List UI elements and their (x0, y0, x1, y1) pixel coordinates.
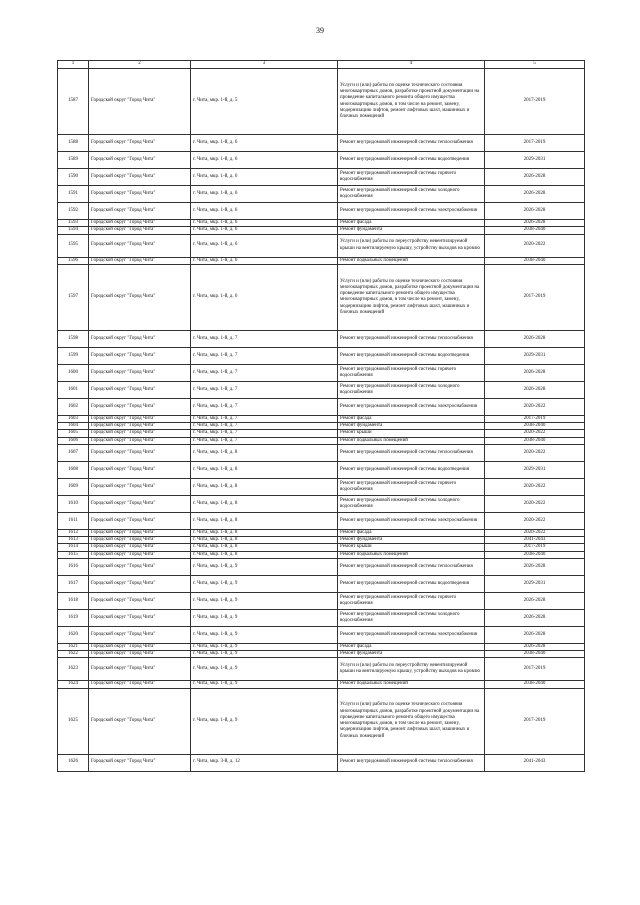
address-cell: г. Чита, мкр. 1-й, д. 6 (191, 227, 338, 234)
work-type-cell: Ремонт фундамента (338, 537, 485, 544)
table-row (58, 264, 585, 330)
address-cell: г. Чита, мкр. 1-й, д. 6 (191, 169, 338, 186)
work-type-cell: Ремонт внутридомовой инженерной системы горячего водоснабжения (338, 478, 485, 495)
work-type-cell: Ремонт внутридомовой инженерной системы холодного водоснабжения (338, 609, 485, 626)
table-row (58, 220, 585, 227)
work-type-cell: Ремонт подвальных помещений (338, 551, 485, 558)
address-cell: г. Чита, мкр. 1-й, д. 8 (191, 461, 338, 478)
address-cell: г. Чита, мкр. 1-й, д. 6 (191, 203, 338, 220)
period-cell: 2020-2022 (485, 512, 585, 529)
work-type-cell: Ремонт фасада (338, 415, 485, 422)
work-type-cell: Ремонт фундамента (338, 423, 485, 430)
period-cell: 2017-2019 (485, 135, 585, 152)
period-cell: 2017-2019 (485, 69, 585, 135)
period-cell: 2017-2019 (485, 658, 585, 681)
table-row (58, 558, 585, 575)
address-cell: г. Чита, мкр. 1-й, д. 7 (191, 437, 338, 444)
work-type-cell: Услуги и (или) работы по оценке технического состояния многоквартирных домов, разработке проектной документации на проведение капитального ремонта общего имущества многоквартирных домов, в том числе на ремонт, замену, модернизацию лифтов, ремонт лифтовых шахт, машинных и блочных помещений (338, 69, 485, 135)
table-row (58, 423, 585, 430)
municipality-cell: Городской округ "Город Чита" (89, 626, 191, 643)
table-row (58, 227, 585, 234)
work-type-cell: Ремонт внутридомовой инженерной системы электроснабжения (338, 512, 485, 529)
address-cell: г. Чита, мкр. 1-й, д. 9 (191, 658, 338, 681)
row-number: 1589 (58, 152, 89, 169)
header-col-5: 5 (485, 61, 585, 69)
municipality-cell: Городской округ "Город Чита" (89, 592, 191, 609)
table-row (58, 658, 585, 681)
municipality-cell: Городской округ "Город Чита" (89, 227, 191, 234)
period-cell: 2026-2028 (485, 220, 585, 227)
municipality-cell: Городской округ "Город Чита" (89, 681, 191, 688)
table-row (58, 609, 585, 626)
period-cell: 2020-2022 (485, 478, 585, 495)
row-number: 1597 (58, 264, 89, 330)
work-type-cell: Услуги и (или) работы по оценке технического состояния многоквартирных домов, разработке проектной документации на проведение капитального ремонта общего имущества многоквартирных домов, в том числе на ремонт, замену, модернизацию лифтов, ремонт лифтовых шахт, машинных и блочных помещений (338, 688, 485, 754)
row-number: 1611 (58, 512, 89, 529)
work-type-cell: Услуги и (или) работы по оценке технического состояния многоквартирных домов, разработке проектной документации на проведение капитального ремонта общего имущества многоквартирных домов, в том числе на ремонт, замену, модернизацию лифтов, ремонт лифтовых шахт, машинных и блочных помещений (338, 264, 485, 330)
row-number: 1590 (58, 169, 89, 186)
period-cell: 2038-2040 (485, 651, 585, 658)
address-cell: г. Чита, мкр. 1-й, д. 8 (191, 544, 338, 551)
address-cell: г. Чита, мкр. 1-й, д. 6 (191, 257, 338, 264)
period-cell: 2026-2028 (485, 330, 585, 347)
row-number: 1610 (58, 495, 89, 512)
work-type-cell: Ремонт подвальных помещений (338, 681, 485, 688)
row-number: 1626 (58, 754, 89, 771)
table-row (58, 592, 585, 609)
address-cell: г. Чита, мкр. 1-й, д. 6 (191, 186, 338, 203)
work-type-cell: Ремонт внутридомовой инженерной системы теплоснабжения (338, 558, 485, 575)
header-col-3: 3 (191, 61, 338, 69)
municipality-cell: Городской округ "Город Чита" (89, 152, 191, 169)
address-cell: г. Чита, мкр. 1-й, д. 8 (191, 478, 338, 495)
table-row (58, 461, 585, 478)
work-type-cell: Ремонт внутридомовой инженерной системы горячего водоснабжения (338, 592, 485, 609)
municipality-cell: Городской округ "Город Чита" (89, 658, 191, 681)
work-type-cell: Ремонт фасада (338, 220, 485, 227)
address-cell: г. Чита, мкр. 1-й, д. 6 (191, 234, 338, 257)
municipality-cell: Городской округ "Город Чита" (89, 381, 191, 398)
address-cell: г. Чита, мкр. 1-й, д. 6 (191, 264, 338, 330)
row-number: 1622 (58, 651, 89, 658)
table-row (58, 203, 585, 220)
address-cell: г. Чита, мкр. 1-й, д. 9 (191, 592, 338, 609)
row-number: 1614 (58, 544, 89, 551)
municipality-cell: Городской округ "Город Чита" (89, 398, 191, 415)
address-cell: г. Чита, мкр. 1-й, д. 6 (191, 220, 338, 227)
table-row (58, 537, 585, 544)
municipality-cell: Городской округ "Город Чита" (89, 537, 191, 544)
table-row (58, 651, 585, 658)
municipality-cell: Городской округ "Город Чита" (89, 330, 191, 347)
municipality-cell: Городской округ "Город Чита" (89, 69, 191, 135)
table-row (58, 551, 585, 558)
address-cell: г. Чита, мкр. 1-й, д. 8 (191, 512, 338, 529)
table-row (58, 257, 585, 264)
table-row (58, 152, 585, 169)
work-type-cell: Ремонт фасада (338, 643, 485, 650)
row-number: 1625 (58, 688, 89, 754)
row-number: 1623 (58, 658, 89, 681)
row-number: 1615 (58, 551, 89, 558)
row-number: 1618 (58, 592, 89, 609)
period-cell: 2020-2022 (485, 234, 585, 257)
row-number: 1594 (58, 227, 89, 234)
period-cell: 2017-2019 (485, 544, 585, 551)
period-cell: 2029-2031 (485, 461, 585, 478)
work-type-cell: Ремонт внутридомовой инженерной системы горячего водоснабжения (338, 364, 485, 381)
municipality-cell: Городской округ "Город Чита" (89, 444, 191, 461)
address-cell: г. Чита, мкр. 1-й, д. 9 (191, 609, 338, 626)
period-cell: 2020-2022 (485, 430, 585, 437)
row-number: 1595 (58, 234, 89, 257)
municipality-cell: Городской округ "Город Чита" (89, 512, 191, 529)
work-type-cell: Ремонт внутридомовой инженерной системы водоотведения (338, 347, 485, 364)
address-cell: г. Чита, мкр. 1-й, д. 7 (191, 430, 338, 437)
page-number: 39 (316, 26, 324, 35)
address-cell: г. Чита, мкр. 1-й, д. 7 (191, 423, 338, 430)
work-type-cell: Ремонт внутридомовой инженерной системы горячего водоснабжения (338, 169, 485, 186)
period-cell: 2026-2028 (485, 609, 585, 626)
municipality-cell: Городской округ "Город Чита" (89, 186, 191, 203)
address-cell: г. Чита, мкр. 1-й, д. 8 (191, 529, 338, 536)
address-cell: г. Чита, мкр. 1-й, д. 8 (191, 551, 338, 558)
period-cell: 2038-2040 (485, 681, 585, 688)
row-number: 1601 (58, 381, 89, 398)
row-number: 1605 (58, 430, 89, 437)
municipality-cell: Городской округ "Город Чита" (89, 347, 191, 364)
work-type-cell: Ремонт фундамента (338, 227, 485, 234)
municipality-cell: Городской округ "Город Чита" (89, 754, 191, 771)
municipality-cell: Городской округ "Город Чита" (89, 551, 191, 558)
municipality-cell: Городской округ "Город Чита" (89, 558, 191, 575)
address-cell: г. Чита, мкр. 1-й, д. 7 (191, 330, 338, 347)
period-cell: 2029-2031 (485, 575, 585, 592)
address-cell: г. Чита, мкр. 1-й, д. 6 (191, 135, 338, 152)
period-cell: 2026-2028 (485, 626, 585, 643)
address-cell: г. Чита, мкр. 1-й, д. 9 (191, 688, 338, 754)
row-number: 1616 (58, 558, 89, 575)
address-cell: г. Чита, мкр. 1-й, д. 5 (191, 69, 338, 135)
period-cell: 2038-2040 (485, 423, 585, 430)
period-cell: 2017-2019 (485, 415, 585, 422)
period-cell: 2026-2028 (485, 364, 585, 381)
municipality-cell: Городской округ "Город Чита" (89, 478, 191, 495)
municipality-cell: Городской округ "Город Чита" (89, 461, 191, 478)
work-type-cell: Ремонт подвальных помещений (338, 257, 485, 264)
period-cell: 2017-2019 (485, 688, 585, 754)
work-type-cell: Ремонт внутридомовой инженерной системы водоотведения (338, 575, 485, 592)
table-row (58, 415, 585, 422)
period-cell: 2020-2022 (485, 529, 585, 536)
municipality-cell: Городской округ "Город Чита" (89, 529, 191, 536)
municipality-cell: Городской округ "Город Чита" (89, 135, 191, 152)
table-row (58, 381, 585, 398)
work-type-cell: Ремонт внутридомовой инженерной системы холодного водоснабжения (338, 495, 485, 512)
period-cell: 2020-2022 (485, 444, 585, 461)
municipality-cell: Городской округ "Город Чита" (89, 609, 191, 626)
period-cell: 2026-2028 (485, 203, 585, 220)
row-number: 1617 (58, 575, 89, 592)
work-type-cell: Ремонт внутридомовой инженерной системы водоотведения (338, 461, 485, 478)
table-row (58, 169, 585, 186)
address-cell: г. Чита, мкр. 1-й, д. 7 (191, 381, 338, 398)
row-number: 1607 (58, 444, 89, 461)
table-row (58, 754, 585, 771)
table-row (58, 529, 585, 536)
header-col-1: 1 (58, 61, 89, 69)
header-col-2: 2 (89, 61, 191, 69)
table-row (58, 478, 585, 495)
row-number: 1591 (58, 186, 89, 203)
municipality-cell: Городской округ "Город Чита" (89, 415, 191, 422)
table-body (58, 69, 585, 772)
work-type-cell: Ремонт крыши (338, 430, 485, 437)
municipality-cell: Городской округ "Город Чита" (89, 575, 191, 592)
period-cell: 2020-2022 (485, 398, 585, 415)
period-cell: 2038-2040 (485, 257, 585, 264)
address-cell: г. Чита, мкр. 1-й, д. 9 (191, 681, 338, 688)
work-type-cell: Услуги и (или) работы по переустройству невентилируемой крыши на вентилируемую крышу, устройству выходов на кровлю (338, 658, 485, 681)
row-number: 1599 (58, 347, 89, 364)
work-type-cell: Ремонт внутридомовой инженерной системы теплоснабжения (338, 754, 485, 771)
municipality-cell: Городской округ "Город Чита" (89, 643, 191, 650)
municipality-cell: Городской округ "Город Чита" (89, 203, 191, 220)
work-type-cell: Ремонт внутридомовой инженерной системы электроснабжения (338, 626, 485, 643)
address-cell: г. Чита, мкр. 3-й, д. 12 (191, 754, 338, 771)
table-row (58, 437, 585, 444)
row-number: 1613 (58, 537, 89, 544)
period-cell: 2026-2028 (485, 558, 585, 575)
table-row (58, 444, 585, 461)
table-row (58, 544, 585, 551)
header-row (58, 61, 585, 69)
address-cell: г. Чита, мкр. 1-й, д. 9 (191, 643, 338, 650)
work-type-cell: Ремонт внутридомовой инженерной системы холодного водоснабжения (338, 186, 485, 203)
period-cell: 2026-2028 (485, 186, 585, 203)
municipality-cell: Городской округ "Город Чита" (89, 257, 191, 264)
header-col-4: 4 (338, 61, 485, 69)
table-row (58, 186, 585, 203)
period-cell: 2026-2028 (485, 643, 585, 650)
municipality-cell: Городской округ "Город Чита" (89, 220, 191, 227)
work-type-cell: Ремонт внутридомовой инженерной системы теплоснабжения (338, 135, 485, 152)
municipality-cell: Городской округ "Город Чита" (89, 544, 191, 551)
work-type-cell: Ремонт внутридомовой инженерной системы теплоснабжения (338, 444, 485, 461)
address-cell: г. Чита, мкр. 1-й, д. 9 (191, 651, 338, 658)
table-row (58, 347, 585, 364)
row-number: 1620 (58, 626, 89, 643)
period-cell: 2029-2031 (485, 347, 585, 364)
period-cell: 2038-2040 (485, 551, 585, 558)
municipality-cell: Городской округ "Город Чита" (89, 688, 191, 754)
work-type-cell: Ремонт внутридомовой инженерной системы холодного водоснабжения (338, 381, 485, 398)
address-cell: г. Чита, мкр. 1-й, д. 7 (191, 364, 338, 381)
address-cell: г. Чита, мкр. 1-й, д. 9 (191, 626, 338, 643)
period-cell: 2026-2028 (485, 381, 585, 398)
row-number: 1606 (58, 437, 89, 444)
period-cell: 2041-2043 (485, 754, 585, 771)
work-type-cell: Услуги и (или) работы по переустройству невентилируемой крыши на вентилируемую крышу, устройству выходов на кровлю (338, 234, 485, 257)
work-type-cell: Ремонт внутридомовой инженерной системы водоотведения (338, 152, 485, 169)
table-row (58, 681, 585, 688)
address-cell: г. Чита, мкр. 1-й, д. 7 (191, 398, 338, 415)
period-cell: 2017-2019 (485, 264, 585, 330)
work-type-cell: Ремонт внутридомовой инженерной системы электроснабжения (338, 398, 485, 415)
municipality-cell: Городской округ "Город Чита" (89, 364, 191, 381)
table-row (58, 364, 585, 381)
address-cell: г. Чита, мкр. 1-й, д. 7 (191, 415, 338, 422)
row-number: 1609 (58, 478, 89, 495)
period-cell: 2026-2028 (485, 169, 585, 186)
address-cell: г. Чита, мкр. 1-й, д. 6 (191, 152, 338, 169)
work-type-cell: Ремонт внутридомовой инженерной системы электроснабжения (338, 203, 485, 220)
table-row (58, 398, 585, 415)
table-row (58, 430, 585, 437)
row-number: 1604 (58, 423, 89, 430)
address-cell: г. Чита, мкр. 1-й, д. 8 (191, 444, 338, 461)
table-row (58, 495, 585, 512)
row-number: 1608 (58, 461, 89, 478)
municipality-cell: Городской округ "Город Чита" (89, 264, 191, 330)
table-row (58, 626, 585, 643)
table-row (58, 135, 585, 152)
table-row (58, 643, 585, 650)
work-type-cell: Ремонт крыши (338, 544, 485, 551)
work-type-cell: Ремонт фундамента (338, 651, 485, 658)
row-number: 1598 (58, 330, 89, 347)
row-number: 1612 (58, 529, 89, 536)
address-cell: г. Чита, мкр. 1-й, д. 9 (191, 575, 338, 592)
period-cell: 2038-2040 (485, 227, 585, 234)
period-cell: 2026-2028 (485, 592, 585, 609)
municipality-cell: Городской округ "Город Чита" (89, 430, 191, 437)
period-cell: 2041-2043 (485, 537, 585, 544)
municipality-cell: Городской округ "Город Чита" (89, 423, 191, 430)
row-number: 1621 (58, 643, 89, 650)
row-number: 1602 (58, 398, 89, 415)
address-cell: г. Чита, мкр. 1-й, д. 9 (191, 558, 338, 575)
row-number: 1592 (58, 203, 89, 220)
table-row (58, 234, 585, 257)
period-cell: 2029-2031 (485, 152, 585, 169)
row-number: 1603 (58, 415, 89, 422)
address-cell: г. Чита, мкр. 1-й, д. 8 (191, 495, 338, 512)
table-row (58, 330, 585, 347)
row-number: 1600 (58, 364, 89, 381)
municipality-cell: Городской округ "Город Чита" (89, 234, 191, 257)
municipality-cell: Городской округ "Город Чита" (89, 169, 191, 186)
row-number: 1587 (58, 69, 89, 135)
row-number: 1588 (58, 135, 89, 152)
period-cell: 2020-2022 (485, 495, 585, 512)
table-row (58, 688, 585, 754)
row-number: 1624 (58, 681, 89, 688)
work-type-cell: Ремонт фасада (338, 529, 485, 536)
capital-repair-table (57, 60, 585, 772)
table-row (58, 512, 585, 529)
work-type-cell: Ремонт подвальных помещений (338, 437, 485, 444)
address-cell: г. Чита, мкр. 1-й, д. 8 (191, 537, 338, 544)
row-number: 1593 (58, 220, 89, 227)
period-cell: 2038-2040 (485, 437, 585, 444)
municipality-cell: Городской округ "Город Чита" (89, 651, 191, 658)
row-number: 1619 (58, 609, 89, 626)
table-row (58, 575, 585, 592)
table-row (58, 69, 585, 135)
municipality-cell: Городской округ "Город Чита" (89, 437, 191, 444)
municipality-cell: Городской округ "Город Чита" (89, 495, 191, 512)
row-number: 1596 (58, 257, 89, 264)
address-cell: г. Чита, мкр. 1-й, д. 7 (191, 347, 338, 364)
work-type-cell: Ремонт внутридомовой инженерной системы теплоснабжения (338, 330, 485, 347)
